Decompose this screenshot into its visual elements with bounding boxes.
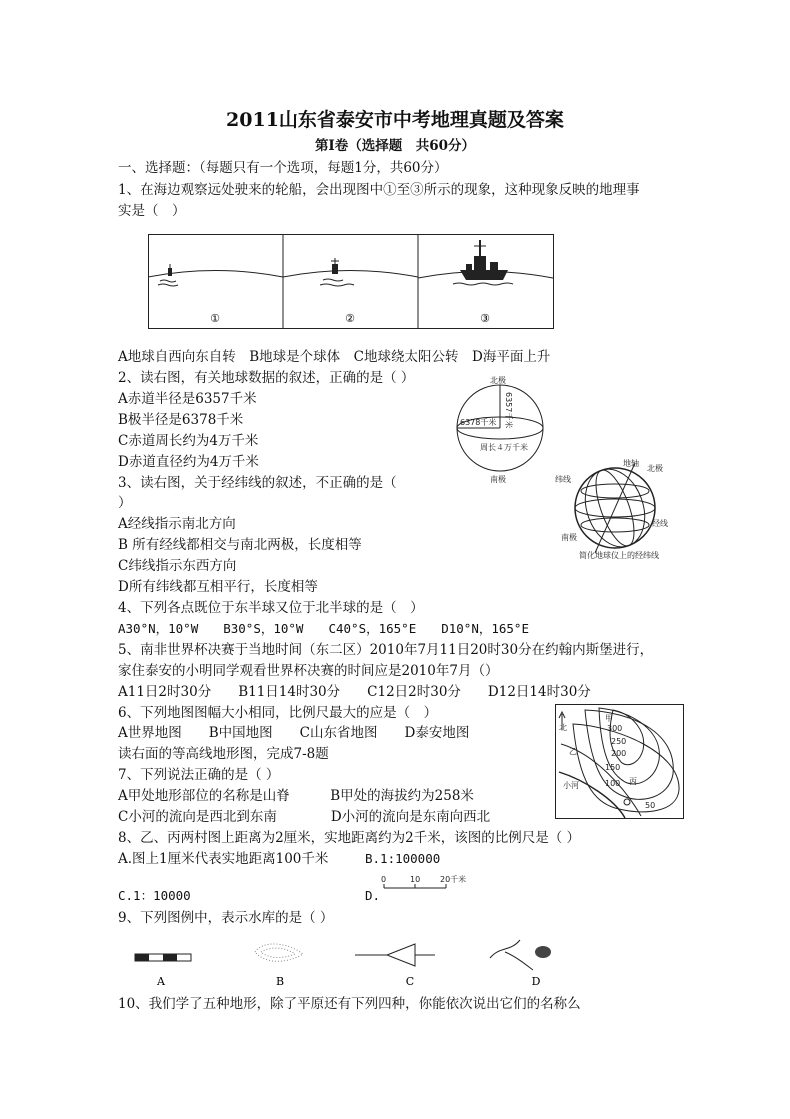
question-8-option-c: C.1：10000 [118,888,191,903]
legend-label-c: C [405,975,415,988]
question-7-stem: 7、下列说法正确的是（ ） [118,767,280,783]
question-2-stem: 2、读右图，有关地球数据的叙述，正确的是（ ） [118,370,415,386]
section-heading: 一、选择题：（每题只有一个选项，每题1分，共60分） [118,160,448,176]
question-3-stem-line2: ） [118,495,132,511]
question-5-line2: 家住泰安的小明同学观看世界杯决赛的时间应是2010年7月（） [118,663,499,679]
question-3-option-c: C纬线指示东西方向 [118,558,237,574]
globe-caption: 简化地球仪上的经纬线 [579,551,659,560]
question-4-options: A30°N，10°W B30°S，10°W C40°S，165°E D10°N，165°E [118,621,529,636]
question-6-options: A世界地图 B中国地图 C山东省地图 D泰安地图 [118,725,470,741]
question-8-stem: 8、乙、丙两村图上距离为2厘米，实地距离约为2千米，该图的比例尺是（ ） [118,830,581,846]
scale-label-0: 0 [381,875,387,884]
legend-symbol-c [355,944,435,988]
question-7-options-ab: A甲处地形部位的名称是山脊 B甲处的海拔约为258米 [118,788,474,804]
question-6-stem: 6、下列地图图幅大小相同，比例尺最大的应是（ ） [118,705,438,721]
contour-bing-label: 丙 [629,777,637,786]
ship-panel-2 [283,258,418,325]
contour-level-50: 50 [645,801,656,810]
polar-radius-label: 6357千米 [504,392,513,429]
contour-level-250: 250 [611,737,627,746]
legend-label-b: B [275,975,285,988]
question-3-option-b: B 所有经线都相交与南北两极，长度相等 [118,537,362,553]
contour-jia-label: 甲 [605,714,613,723]
part-heading: 第Ⅰ卷（选择题 共60分） [314,138,476,154]
question-9-stem: 9、下列图例中，表示水库的是（ ） [118,910,334,926]
question-8-option-a: A.图上1厘米代表实地距离100千米 [118,851,329,867]
question-1-line2: 实是（ ） [118,203,186,219]
contour-level-300: 300 [607,724,623,733]
legend-symbol-d [490,940,551,988]
contour-river-label: 小河 [563,781,579,790]
question-3-stem-line1: 3、读右图，关于经纬线的叙述，不正确的是（ [118,475,397,491]
question-2-option-a: A赤道半径是6357千米 [118,391,257,407]
question-2-option-d: D赤道直径约为4万千米 [118,454,259,470]
globe-figure [555,458,675,562]
earth-north-label: 北极 [490,376,506,385]
ship-figure [148,234,554,330]
contour-map [555,704,685,820]
question-5-options: A11日2时30分 B11日14时30分 C12日2时30分 D12日14时30分 [118,684,591,700]
panel-label-2: ② [345,312,355,325]
question-8-option-b: B.1:100000 [365,851,441,866]
question-2-option-c: C赤道周长约为4万千米 [118,433,259,449]
circumference-label: 周长４万千米 [480,443,528,452]
question-1-line1: 1、在海边观察远处驶来的轮船，会出现图中①至③所示的现象，这种现象反映的地理事 [118,182,640,198]
globe-south-label: 南极 [561,533,577,542]
equatorial-radius-label: 6378千米 [460,418,497,427]
document-title: 2011山东省泰安市中考地理真题及答案 [226,109,564,131]
scale-label-10: 10 [410,875,421,884]
contour-yi-label: 乙 [569,747,577,756]
scale-bar [378,872,468,896]
contour-level-150: 150 [605,763,621,772]
ship-panel-3 [418,240,553,325]
legend-label-a: A [157,975,165,988]
globe-axis-label: 地轴 [623,459,639,468]
ship-panel-1 [148,264,283,325]
panel-label-3: ③ [480,312,490,325]
question-4-stem: 4、下列各点既位于东半球又位于北半球的是（ ） [118,600,424,616]
legend-label-d: D [531,975,541,988]
legend-symbol-b [255,944,303,988]
legend-symbol-a [135,954,191,988]
question-7-options-cd: C小河的流向是西北到东南 D小河的流向是东南向西北 [118,809,491,825]
globe-north-label: 北极 [647,464,663,473]
contour-intro: 读右面的等高线地形图，完成7-8题 [118,746,329,762]
question-2-option-b: B极半径是6378千米 [118,412,244,428]
earth-data-figure [450,374,550,486]
question-5-line1: 5、南非世界杯决赛于当地时间（东二区）2010年7月11日20时30分在约翰内斯堡进行， [118,642,654,658]
earth-south-label: 南极 [490,475,506,484]
globe-longitude-label: 经线 [652,519,668,528]
question-3-option-d: D所有纬线都互相平行，长度相等 [118,579,318,595]
question-3-option-a: A经线指示南北方向 [118,516,236,532]
contour-level-200: 200 [611,749,627,758]
legend-symbols [125,932,565,988]
scale-label-20: 20千米 [440,875,467,884]
question-10-stem: 10、我们学了五种地形，除了平原还有下列四种，你能依次说出它们的名称么 [118,996,581,1012]
panel-label-1: ① [210,312,220,325]
question-1-options: A地球自西向东自转 B地球是个球体 C地球绕太阳公转 D海平面上升 [118,349,551,365]
globe-latitude-label: 纬线 [555,475,571,484]
question-8-option-d: D. [365,888,381,903]
contour-north-label: 北 [559,723,567,732]
contour-level-100: 100 [605,779,621,788]
